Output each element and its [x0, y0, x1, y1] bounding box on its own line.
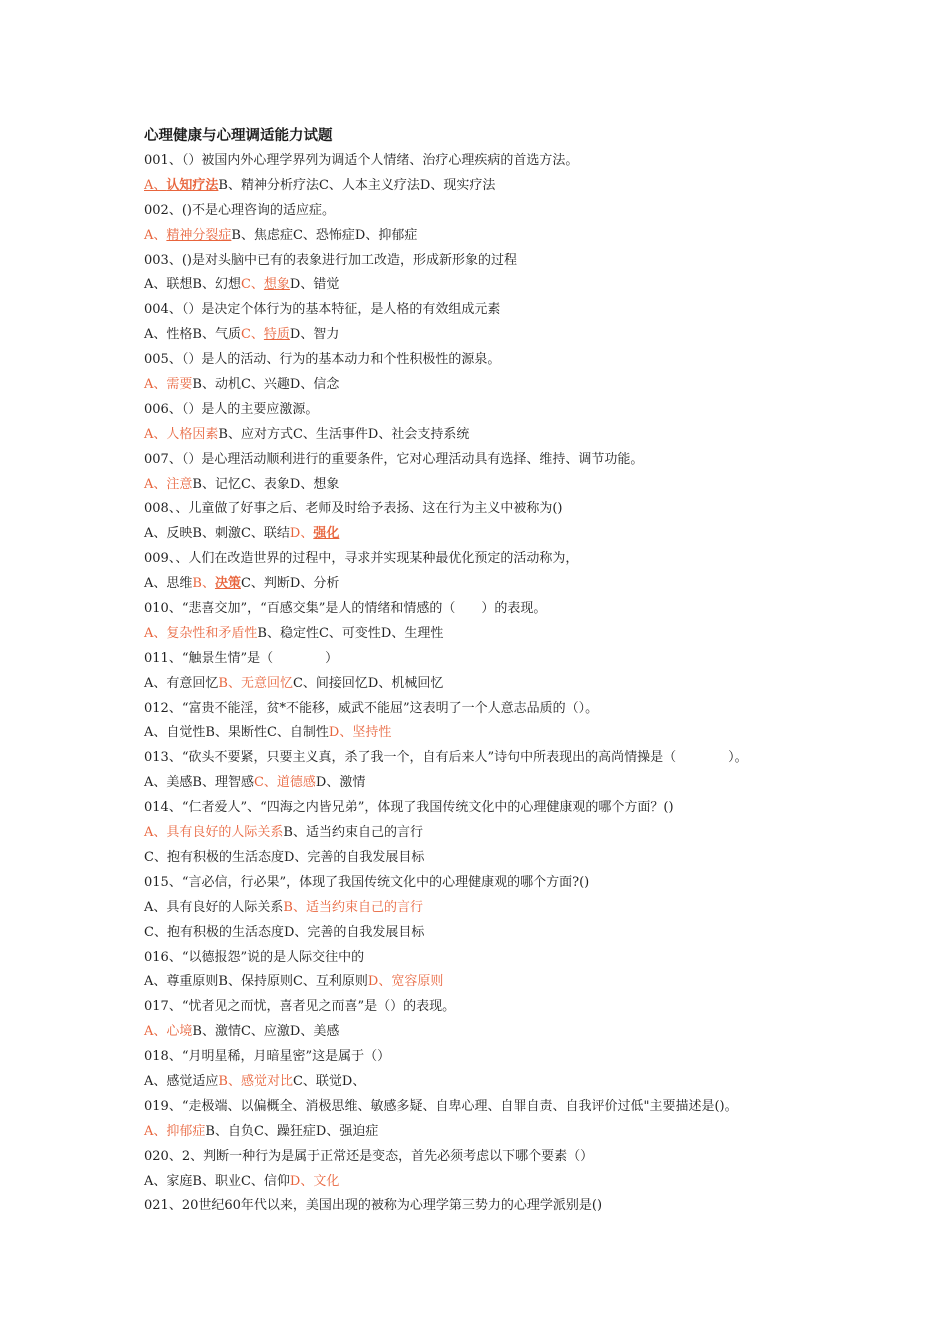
answer-options-line [144, 821, 844, 846]
answer-options-line [144, 1020, 844, 1045]
question-line [144, 697, 844, 722]
highlighted-answer-text: 特质 [263, 327, 290, 343]
text-segment: 006、（）是人的主要应激源。 [144, 401, 319, 417]
question-line [144, 647, 844, 672]
text-segment: B、应对方式C、生活事件D、社会支持系统 [218, 426, 470, 442]
answer-options-line [144, 672, 844, 697]
question-line [144, 1095, 844, 1120]
text-segment: 015、“言必信，行必果”，体现了我国传统文化中的心理健康观的哪个方面?() [144, 874, 590, 890]
question-line [144, 348, 844, 373]
highlighted-answer-text: B、适当约束自己的言行 [283, 899, 423, 915]
question-line [144, 199, 844, 224]
answer-options-line [144, 921, 844, 946]
text-segment: 019、“走极端、以偏概全、消极思维、敏感多疑、自卑心理、自罪自责、自我评价过低"主要描述是()。 [144, 1098, 738, 1114]
highlighted-answer-text: D、宽容原则 [367, 974, 444, 990]
answer-options-line [144, 473, 844, 498]
text-segment: A、自觉性B、果断性C、自制性 [144, 725, 329, 741]
text-segment: D、智力 [289, 327, 340, 343]
question-line [144, 746, 844, 771]
highlighted-answer-text: 认知疗法 [166, 177, 219, 193]
text-segment: 005、（）是人的活动、行为的基本动力和个性积极性的源泉。 [144, 352, 501, 368]
question-line [144, 796, 844, 821]
text-segment: C、抱有积极的生活态度D、完善的自我发展目标 [144, 924, 425, 940]
text-segment: A、有意回忆 [144, 675, 219, 691]
highlighted-answer-text: A、人格因素 [144, 426, 219, 442]
text-segment: B、精神分析疗法C、人本主义疗法D、现实疗法 [218, 177, 496, 193]
text-segment: B、动机C、兴趣D、信念 [192, 377, 340, 393]
highlighted-answer-text: 想象 [263, 277, 290, 293]
answer-options-line [144, 970, 844, 995]
answer-options-line [144, 323, 844, 348]
highlighted-answer-text: 决策 [214, 576, 241, 592]
highlighted-answer-text: D、文化 [289, 1173, 340, 1189]
text-segment: 017、“忧者见之而忧，喜者见之而喜”是（）的表现。 [144, 999, 456, 1015]
answer-options-line [144, 572, 844, 597]
text-segment: 021、20世纪60年代以来，美国出现的被称为心理学第三势力的心理学派别是() [144, 1198, 603, 1214]
highlighted-answer-text: 强化 [313, 526, 340, 542]
highlighted-answer-text: C、 [240, 277, 264, 293]
text-segment: 008、、儿童做了好事之后、老师及时给予表扬、这在行为主义中被称为() [144, 501, 563, 517]
question-line [144, 597, 844, 622]
text-segment: B、焦虑症C、恐怖症D、抑郁症 [231, 227, 418, 243]
text-segment: C、判断D、分析 [240, 576, 340, 592]
highlighted-answer-text: A、复杂性和矛盾性 [144, 625, 258, 641]
text-segment: C、联觉D、 [292, 1073, 366, 1089]
answer-options-line [144, 721, 844, 746]
text-segment: 010、“悲喜交加”，“百感交集”是人的情绪和情感的（ ）的表现。 [144, 601, 547, 617]
text-segment: 002、()不是心理咨询的适应症。 [144, 202, 335, 218]
text-segment: 020、2、判断一种行为是属于正常还是变态，首先必须考虑以下哪个要素（） [144, 1148, 594, 1164]
highlighted-answer-text: A、抑郁症 [144, 1123, 206, 1139]
answer-options-line [144, 622, 844, 647]
question-line [144, 871, 844, 896]
text-segment: 013、“砍头不要紧，只要主义真，杀了我一个，自有后来人”诗句中所表现出的高尚情操是（ ）。 [144, 750, 748, 766]
question-line [144, 149, 844, 174]
highlighted-answer-text: A、 [144, 177, 167, 193]
answer-options-line [144, 1070, 844, 1095]
text-segment: C、间接回忆D、机械回忆 [292, 675, 444, 691]
answer-options-line [144, 1120, 844, 1145]
question-line [144, 249, 844, 274]
text-segment: B、记忆C、表象D、想象 [192, 476, 340, 492]
answer-options-line [144, 896, 844, 921]
highlighted-answer-text: B、无意回忆 [218, 675, 293, 691]
text-segment: B、稳定性C、可变性D、生理性 [257, 625, 444, 641]
text-segment: A、尊重原则B、保持原则C、互利原则 [144, 974, 368, 990]
question-line [144, 995, 844, 1020]
highlighted-answer-text: C、道德感 [253, 775, 316, 791]
highlighted-answer-text: A、需要 [144, 377, 193, 393]
text-segment: 001、（）被国内外心理学界列为调适个人情绪、治疗心理疾病的首选方法。 [144, 153, 579, 168]
question-line [144, 497, 844, 522]
answer-options-line [144, 846, 844, 871]
question-line [144, 398, 844, 423]
text-segment: 016、“以德报怨”说的是人际交往中的 [144, 949, 365, 965]
highlighted-answer-text: B、 [192, 576, 215, 592]
question-line [144, 1045, 844, 1070]
highlighted-answer-text: A、 [144, 227, 167, 243]
text-segment: B、激情C、应激D、美感 [192, 1024, 340, 1040]
answer-options-line [144, 522, 844, 547]
text-segment: A、具有良好的人际关系 [144, 899, 284, 915]
text-segment: A、性格B、气质 [144, 327, 241, 343]
answer-options-line [144, 1170, 844, 1195]
answer-options-line [144, 224, 844, 249]
text-segment: 018、“月明星稀，月暗星密”这是属于（） [144, 1049, 391, 1065]
text-segment: A、感觉适应 [144, 1073, 219, 1089]
highlighted-answer-text: A、具有良好的人际关系 [144, 825, 284, 841]
answer-options-line [144, 273, 844, 298]
text-segment: C、抱有积极的生活态度D、完善的自我发展目标 [144, 849, 425, 865]
question-line [144, 946, 844, 971]
question-line [144, 547, 844, 572]
text-segment: B、适当约束自己的言行 [283, 825, 423, 841]
text-segment: 014、“仁者爱人”、“四海之内皆兄弟”，体现了我国传统文化中的心理健康观的哪个方面？() [144, 800, 674, 816]
highlighted-answer-text: B、感觉对比 [218, 1073, 293, 1089]
question-line [144, 1145, 844, 1170]
question-line [144, 298, 844, 323]
text-segment: D、错觉 [289, 277, 340, 293]
text-segment: 011、“触景生情”是（ ） [144, 650, 339, 666]
text-segment: A、联想B、幻想 [144, 277, 241, 293]
text-segment: 007、（）是心理活动顺利进行的重要条件，它对心理活动具有选择、维持、调节功能。 [144, 451, 644, 467]
answer-options-line [144, 174, 844, 199]
text-segment: 004、（）是决定个体行为的基本特征，是人格的有效组成元素 [144, 302, 501, 318]
highlighted-answer-text: A、心境 [144, 1024, 193, 1040]
question-line [144, 1194, 844, 1219]
answer-options-line [144, 423, 844, 448]
highlighted-answer-text: A、注意 [144, 476, 193, 492]
highlighted-answer-text: D、 [289, 526, 314, 542]
text-segment: A、家庭B、职业C、信仰 [144, 1173, 290, 1189]
text-segment: B、自负C、躁狂症D、强迫症 [205, 1123, 379, 1139]
text-segment: A、美感B、理智感 [144, 775, 254, 791]
answer-options-line [144, 373, 844, 398]
page-title: 心理健康与心理调适能力试题 [144, 128, 333, 144]
document-content [144, 124, 844, 1219]
question-line [144, 448, 844, 473]
text-segment: D、激情 [315, 775, 366, 791]
highlighted-answer-text: 精神分裂症 [166, 227, 232, 243]
text-segment: A、反映B、刺激C、联结 [144, 526, 290, 542]
text-segment: 012、“富贵不能淫，贫*不能移，威武不能屈”这表明了一个人意志品质的（）。 [144, 700, 599, 716]
answer-options-line [144, 771, 844, 796]
question-list [144, 149, 844, 1219]
text-segment: A、思维 [144, 576, 193, 592]
text-segment: 003、()是对头脑中已有的表象进行加工改造，形成新形象的过程 [144, 252, 517, 268]
text-segment: 009、、人们在改造世界的过程中，寻求并实现某种最优化预定的活动称为， [144, 551, 579, 567]
highlighted-answer-text: D、坚持性 [328, 725, 392, 741]
highlighted-answer-text: C、 [240, 327, 264, 343]
